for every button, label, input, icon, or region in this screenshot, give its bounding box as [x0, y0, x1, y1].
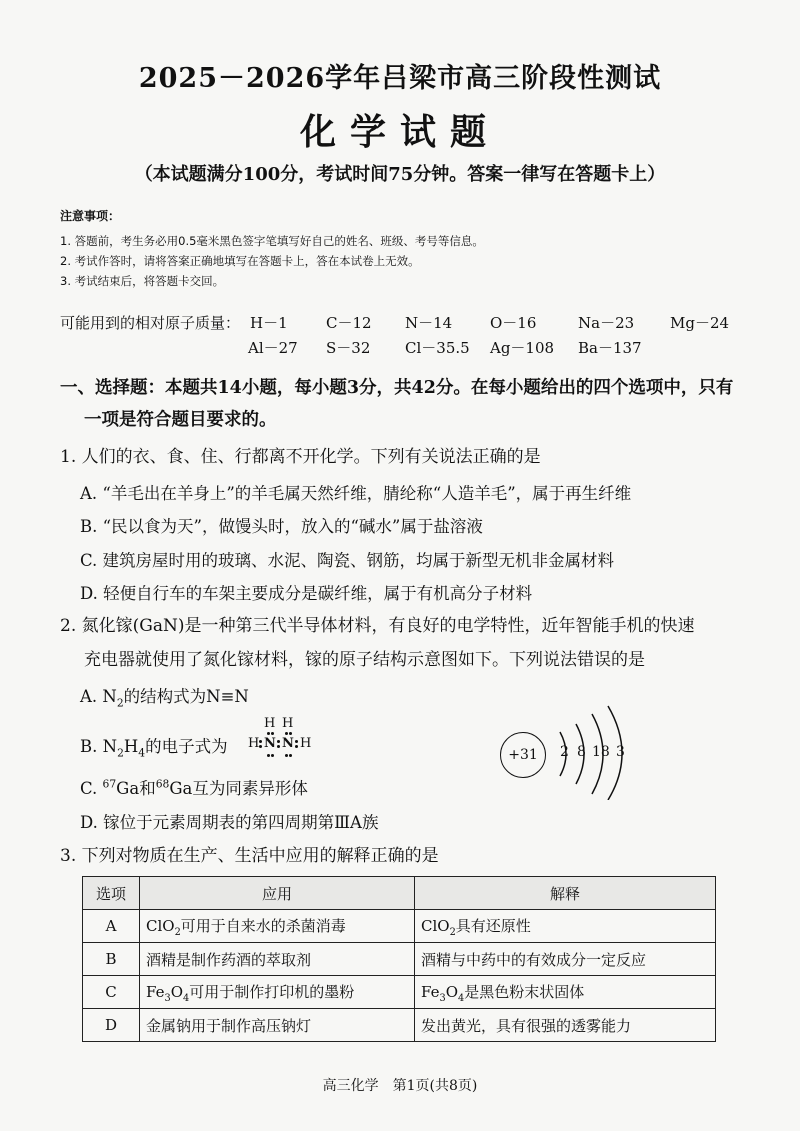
table-header-row — [83, 877, 716, 910]
question-1-stem: 1. 人们的衣、食、住、行都离不开化学。下列有关说法正确的是 — [60, 447, 541, 467]
atomic-mass: S－32 — [326, 339, 371, 357]
question-1-option-b: B. “民以食为天”，做馒头时，放入的“碱水”属于盐溶液 — [80, 517, 483, 536]
atomic-mass: H－1 — [250, 314, 288, 332]
table-cell: 金属钠用于制作高压钠灯 — [140, 1009, 415, 1042]
atomic-mass-label: 可能用到的相对原子质量： — [60, 314, 241, 332]
note-item: 1. 答题前，考生务必用0.5毫米黑色签字笔填写好自己的姓名、班级、考号等信息。 — [60, 234, 484, 248]
electron-dot — [271, 754, 274, 757]
table-cell: 发出黄光，具有很强的透雾能力 — [415, 1009, 716, 1042]
question-2-stem: 2. 氮化镓(GaN)是一种第三代半导体材料，有良好的电学特性，近年智能手机的快速 — [60, 616, 695, 636]
shell-electron-count: 8 — [577, 744, 586, 760]
table-cell: D — [83, 1009, 140, 1042]
atomic-mass: Al－27 — [248, 339, 298, 357]
table-cell: ClO$_2$具有还原性 — [415, 910, 716, 943]
hydrazine-electron-formula — [248, 716, 318, 762]
shell-electron-count: 3 — [616, 744, 625, 760]
question-2-option-a: A. $N_2$的结构式为N≡N — [80, 687, 249, 710]
electron-dot — [285, 754, 288, 757]
question-1-option-a: A. “羊毛出在羊身上”的羊毛属天然纤维，腈纶称“人造羊毛”，属于再生纤维 — [80, 484, 632, 503]
lewis-atom: H — [300, 736, 312, 751]
exam-subtitle: （本试题满分100分，考试时间75分钟。答案一律写在答题卡上） — [134, 164, 666, 185]
electron-dot — [277, 740, 280, 743]
question-2-stem: 充电器就使用了氮化镓材料，镓的原子结构示意图如下。下列说法错误的是 — [84, 650, 645, 670]
lewis-atom: H — [282, 716, 294, 731]
table-cell: 酒精与中药中的有效成分一定反应 — [415, 943, 716, 976]
shell-electron-count: 18 — [592, 744, 610, 760]
atom-nucleus: +31 — [500, 732, 546, 778]
table-row — [83, 910, 716, 943]
table-cell: $Fe_3O_4$可用于制作打印机的墨粉 — [140, 976, 415, 1009]
question-1-option-c: C. 建筑房屋时用的玻璃、水泥、陶瓷、钢筋，均属于新型无机非金属材料 — [80, 551, 615, 570]
lewis-atom: H — [248, 736, 260, 751]
electron-dot — [289, 754, 292, 757]
electron-dot — [267, 754, 270, 757]
table-cell: $Fe_3O_4$是黑色粉末状固体 — [415, 976, 716, 1009]
electron-dot — [295, 745, 298, 748]
electron-dot — [277, 745, 280, 748]
question-2-option-d: D. 镓位于元素周期表的第四周期第ⅢA族 — [80, 813, 379, 832]
question-3-table — [82, 876, 716, 1042]
electron-dot — [285, 732, 288, 735]
table-cell: A — [83, 910, 140, 943]
subject-title: 化学试题 — [299, 111, 500, 153]
lewis-atom: N — [282, 736, 294, 751]
table-cell: ClO$_2$可用于自来水的杀菌消毒 — [140, 910, 415, 943]
table-row — [83, 976, 716, 1009]
atomic-mass: Mg－24 — [670, 314, 730, 332]
table-cell: B — [83, 943, 140, 976]
shell-electron-count: 2 — [560, 744, 569, 760]
atomic-mass: N－14 — [405, 314, 453, 332]
table-header: 应用 — [140, 877, 415, 910]
electron-dot — [295, 740, 298, 743]
electron-dot — [289, 732, 292, 735]
atomic-mass: Na－23 — [578, 314, 635, 332]
note-item: 3. 考试结束后，将答题卡交回。 — [60, 274, 225, 288]
atomic-mass: Ba－137 — [578, 339, 642, 357]
exam-title: 2025－2026学年吕梁市高三阶段性测试 — [138, 63, 662, 94]
table-row — [83, 1009, 716, 1042]
table-cell: 酒精是制作药酒的萃取剂 — [140, 943, 415, 976]
lewis-atom: H — [264, 716, 276, 731]
note-item: 2. 考试作答时，请将答案正确地填写在答题卡上，答在本试卷上无效。 — [60, 254, 420, 268]
section-heading: 一、选择题：本题共14小题，每小题3分，共42分。在每小题给出的四个选项中，只有 — [60, 378, 734, 398]
atomic-mass: Ag－108 — [490, 339, 555, 357]
question-2-option-c: C. $^{67}$Ga和$^{68}$Ga互为同素异形体 — [80, 777, 308, 798]
table-cell: C — [83, 976, 140, 1009]
electron-dot — [267, 732, 270, 735]
lewis-atom: N — [264, 736, 276, 751]
table-header: 选项 — [83, 877, 140, 910]
electron-dot — [259, 745, 262, 748]
electron-dot — [259, 740, 262, 743]
notes-title: 注意事项： — [60, 209, 121, 223]
table-row — [83, 943, 716, 976]
question-1-option-d: D. 轻便自行车的车架主要成分是碳纤维，属于有机高分子材料 — [80, 584, 533, 603]
table-header: 解释 — [415, 877, 716, 910]
electron-dot — [271, 732, 274, 735]
page-footer: 高三化学 第1页(共8页) — [322, 1078, 478, 1094]
atomic-mass: Cl－35.5 — [405, 339, 470, 357]
question-3-stem: 3. 下列对物质在生产、生活中应用的解释正确的是 — [60, 846, 439, 866]
section-heading: 一项是符合题目要求的。 — [84, 410, 277, 430]
atomic-mass: C－12 — [326, 314, 372, 332]
atomic-mass: O－16 — [490, 314, 537, 332]
question-2-option-b: B. $N_2H_4$的电子式为 — [80, 737, 228, 760]
